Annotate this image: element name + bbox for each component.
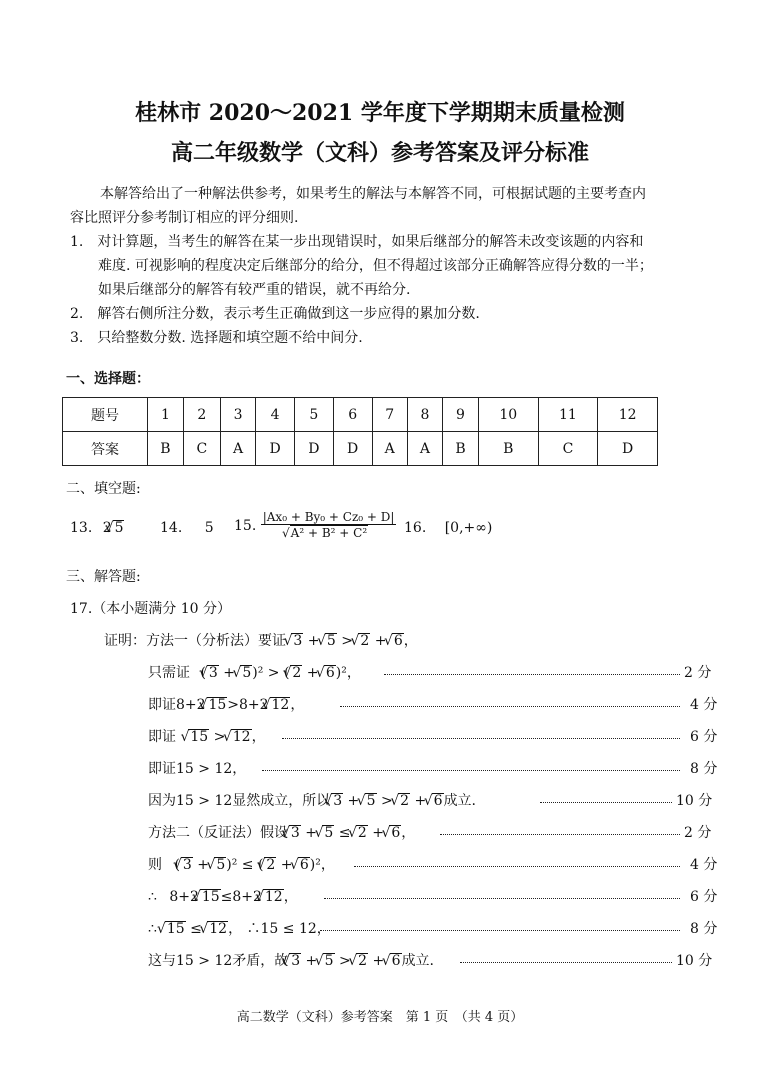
radical: √ 6: [389, 825, 401, 841]
dot-leader: [384, 674, 680, 675]
proof-text: 显然成立，所以: [232, 793, 331, 809]
rule-1-line-1: 1. 对计算题，当考生的解答在某一步出现错误时，如果后继部分的解答未改变该题的内容和: [70, 234, 644, 250]
answer-16: [404, 520, 492, 536]
table-cell: D: [598, 432, 658, 466]
dot-leader: [354, 866, 680, 867]
expr: 8+2: [169, 889, 199, 905]
ineq: >: [341, 633, 353, 649]
table-header-cell: 题号: [63, 398, 148, 432]
proof-method-1: 证明：方法一（分析法）要证 √ 3 + √ 5 > √ 2 + √ 6，: [104, 630, 418, 650]
proof-text: 即证: [148, 697, 176, 713]
dot-leader: [340, 706, 680, 707]
question-17-title: 17.（本小题满分 10 分）: [70, 601, 231, 617]
ineq: >: [339, 953, 351, 969]
expr: 8+2: [176, 697, 206, 713]
score-label: 8 分: [690, 761, 718, 777]
expr: >8+2: [227, 697, 269, 713]
rule-1-line-3: 如果后继部分的解答有较严重的错误，就不再给分.: [98, 282, 411, 298]
answer-15-radicand: √ A² + B² + C²: [290, 525, 368, 541]
radical: √ 3: [331, 793, 343, 809]
proof-step-3: [148, 726, 266, 746]
radical: √ 6: [432, 793, 444, 809]
table-cell: B: [478, 432, 538, 466]
paren: (: [283, 665, 290, 681]
radical: √ 15: [200, 889, 221, 905]
proof-text: 成立.: [401, 953, 435, 969]
table-cell: 12: [598, 398, 658, 432]
table-cell: 11: [538, 398, 598, 432]
proof-text: 只需证: [148, 665, 190, 681]
proof-text: 成立.: [443, 793, 477, 809]
expr: ≤8+2: [220, 889, 262, 905]
radical: √ 12: [263, 889, 284, 905]
radical: √ 2: [264, 857, 276, 873]
radical: √ 6: [324, 665, 336, 681]
comma: ，: [251, 729, 266, 745]
page-title: 桂林市 2020～2021 学年度下学期期末质量检测: [135, 100, 625, 126]
radical: √ 3: [289, 825, 301, 841]
paren: (: [174, 857, 180, 873]
score-label: 4 分: [690, 857, 718, 873]
intro-line-1: 本解答给出了一种解法供参考，如果考生的解法与本解答不同，可根据试题的主要考查内: [100, 186, 646, 202]
comma: ，: [228, 921, 243, 937]
proof-text: 矛盾，故: [232, 953, 289, 969]
radical: √ 2: [356, 825, 368, 841]
comma: ，: [401, 825, 416, 841]
comma: ，: [290, 697, 305, 713]
radical: √ 2: [398, 793, 410, 809]
proof-step-5: 因为15 > 12显然成立，所以√ 3 + √ 5 > √ 2 + √ 6成立.: [148, 790, 476, 810]
answer-13-radicand: √ 5: [113, 520, 125, 536]
page-footer: 高二数学（文科）参考答案 第 1 页 （共 4 页）: [236, 1010, 524, 1025]
radical: √ 2: [356, 953, 368, 969]
comma: ，: [320, 857, 335, 873]
table-cell: 8: [407, 398, 442, 432]
answer-15-denominator: [261, 525, 397, 541]
radical: √ 5: [323, 953, 335, 969]
rule-1-line-2: 难度. 可视影响的程度决定后继部分的给分，但不得超过该部分正确解答应得分数的一半；: [98, 258, 653, 274]
ineq: >: [381, 793, 393, 809]
expr: ∴15 ≤ 12: [246, 921, 317, 937]
table-cell: 10: [478, 398, 538, 432]
radical: √ 6: [298, 857, 310, 873]
proof-text: 证明：方法一（分析法）要证: [104, 633, 286, 649]
proof-step-10: 这与15 > 12矛盾，故√ 3 + √ 5 > √ 2 + √ 6成立.: [148, 950, 434, 970]
radical: √ 12: [231, 729, 252, 745]
radical: √ 3: [207, 665, 219, 681]
radical: √ 15: [207, 697, 228, 713]
table-cell: A: [407, 432, 442, 466]
proof-text: 即证: [148, 761, 176, 777]
proof-step-1: 只需证 (√ 3 + √ 5)² > (√ 2 + √ 6)²，: [148, 662, 361, 682]
comma: ，: [403, 633, 418, 649]
dot-leader: [540, 802, 672, 803]
radical: √ 3: [291, 633, 303, 649]
rule-3: 3. 只给整数分数. 选择题和填空题不给中间分.: [70, 330, 363, 346]
intro-line-2: 容比照评分参考制订相应的评分细则.: [70, 210, 299, 226]
section-1-heading: 一、选择题：: [66, 371, 150, 387]
dot-leader: [324, 898, 680, 899]
radical: √ 5: [325, 633, 337, 649]
expr: 15 > 12: [176, 793, 233, 809]
therefore-symbol: ∴: [148, 921, 157, 937]
ineq: ≤: [190, 921, 202, 937]
dot-leader: [282, 738, 680, 739]
proof-text: 这与: [148, 953, 176, 969]
table-cell: 2: [183, 398, 220, 432]
radical: √ 5: [322, 825, 334, 841]
paren: )²: [226, 857, 238, 873]
score-label: 2 分: [684, 665, 712, 681]
table-cell: 5: [295, 398, 334, 432]
proof-text: 则: [148, 857, 162, 873]
expr: 15 > 12: [176, 953, 233, 969]
table-cell: 3: [220, 398, 255, 432]
answer-14-value: 5: [204, 520, 214, 536]
answer-14-label: 14.: [160, 520, 183, 536]
answer-16-value: [0,+∞): [444, 520, 493, 536]
answer-15: [234, 510, 396, 541]
answer-13-coef: 2: [102, 520, 112, 536]
radical: √ 15: [188, 729, 209, 745]
table-cell: 7: [372, 398, 407, 432]
score-label: 6 分: [690, 729, 718, 745]
proof-method-2: 方法二（反证法）假设√ 3 + √ 5 ≤ √ 2 + √ 6，: [148, 822, 415, 842]
proof-step-8: [148, 886, 298, 906]
therefore-symbol: ∴: [148, 889, 157, 905]
answer-16-label: 16.: [404, 520, 427, 536]
radical: √ 6: [392, 633, 404, 649]
score-label: 10 分: [676, 953, 713, 969]
radical: √ 3: [289, 953, 301, 969]
answer-14: [160, 520, 214, 536]
radical: √ 12: [207, 921, 228, 937]
paren: )²: [309, 857, 321, 873]
proof-text: 因为: [148, 793, 176, 809]
comma: ，: [346, 665, 361, 681]
proof-text: 方法二（反证法）假设: [148, 825, 288, 841]
answer-15-label: 15.: [234, 517, 257, 534]
score-label: 6 分: [690, 889, 718, 905]
dot-leader: [320, 930, 680, 931]
page-subtitle: 高二年级数学（文科）参考答案及评分标准: [170, 140, 589, 166]
table-cell: D: [333, 432, 372, 466]
table-row-answers: [63, 432, 658, 466]
score-label: 8 分: [690, 921, 718, 937]
ineq: ≤: [241, 857, 254, 873]
rule-2: 2. 解答右侧所注分数，表示考生正确做到这一步应得的累加分数.: [70, 306, 480, 322]
comma: ，: [232, 761, 247, 777]
radical: √ 5: [240, 665, 252, 681]
table-cell: B: [148, 432, 184, 466]
section-2-heading: 二、填空题:: [66, 481, 141, 497]
radical: √ 5: [365, 793, 377, 809]
table-header-cell: 答案: [63, 432, 148, 466]
radical: √ 3: [181, 857, 193, 873]
ineq: >: [267, 665, 280, 681]
radical: √ 2: [290, 665, 302, 681]
paren: )²: [252, 665, 264, 681]
table-cell: C: [183, 432, 220, 466]
proof-step-9: [148, 918, 331, 938]
expr: 15 > 12: [176, 761, 233, 777]
answer-15-numerator: |Ax₀ + By₀ + Cz₀ + D|: [262, 510, 395, 524]
table-cell: A: [372, 432, 407, 466]
comma: ，: [283, 889, 298, 905]
radical: √ 12: [270, 697, 291, 713]
dot-leader: [262, 770, 680, 771]
proof-step-4: [148, 758, 246, 778]
ineq: >: [213, 729, 226, 745]
paren: )²: [335, 665, 347, 681]
table-cell: A: [220, 432, 255, 466]
radical: √ 6: [390, 953, 402, 969]
table-cell: 9: [443, 398, 479, 432]
dot-leader: [460, 962, 672, 963]
answer-13: [70, 520, 124, 536]
answer-13-label: 13.: [70, 520, 93, 536]
comma: ，: [316, 921, 331, 937]
score-label: 2 分: [684, 825, 712, 841]
radical: √ 2: [358, 633, 370, 649]
section-3-heading: 三、解答题:: [66, 569, 141, 585]
proof-step-2: [148, 694, 304, 714]
table-cell: D: [256, 432, 295, 466]
answer-15-fraction: [261, 510, 397, 541]
dot-leader: [440, 834, 680, 835]
proof-step-7: 则 (√ 3 + √ 5)² ≤ (√ 2 + √ 6)²，: [148, 854, 335, 874]
answer-table: [62, 397, 658, 466]
paren: (: [200, 665, 206, 681]
paren: (: [257, 857, 264, 873]
table-cell: 6: [333, 398, 372, 432]
table-cell: 4: [256, 398, 295, 432]
radical: √ 15: [165, 921, 186, 937]
radical: √ 5: [214, 857, 226, 873]
table-row-numbers: [63, 398, 658, 432]
proof-text: 即证: [148, 729, 176, 745]
score-label: 10 分: [676, 793, 713, 809]
ineq: ≤: [338, 825, 351, 841]
table-cell: D: [295, 432, 334, 466]
table-cell: C: [538, 432, 598, 466]
score-label: 4 分: [690, 697, 718, 713]
table-cell: 1: [148, 398, 184, 432]
table-cell: B: [443, 432, 479, 466]
